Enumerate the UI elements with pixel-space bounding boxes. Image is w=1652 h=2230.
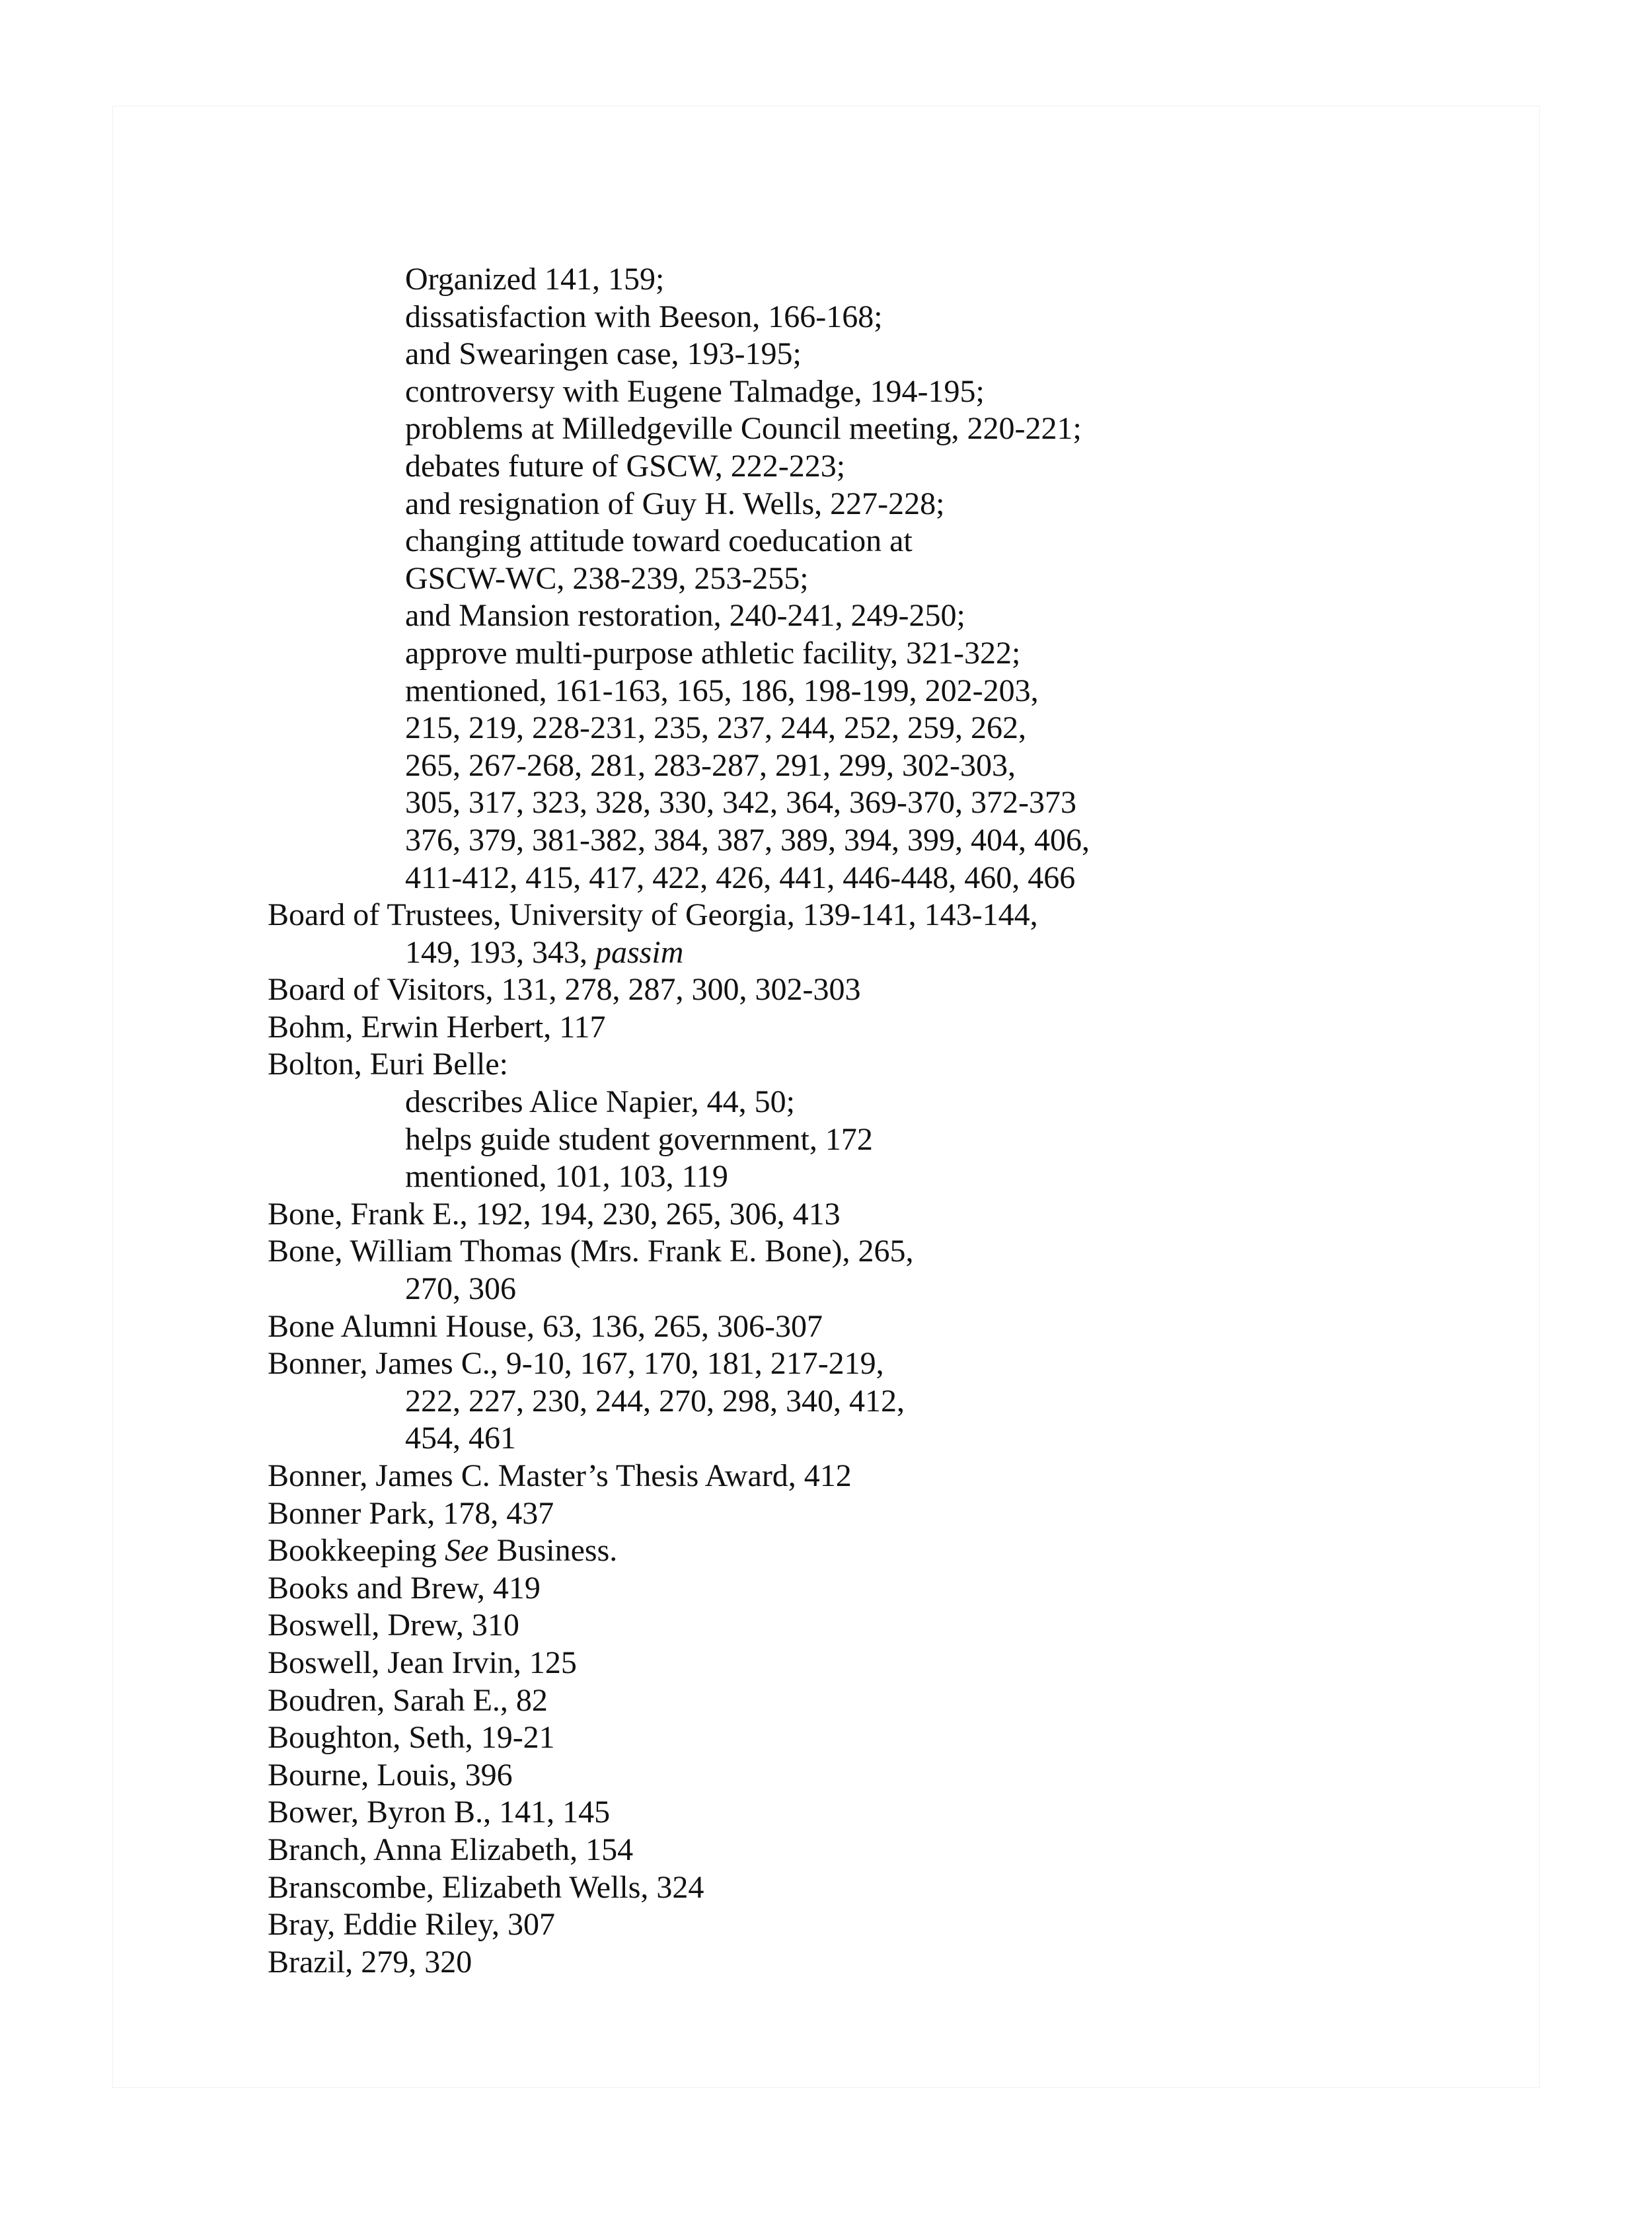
index-subentry: GSCW-WC, 238-239, 253-255; [405, 560, 809, 596]
index-subentry: Organized 141, 159; [405, 262, 665, 297]
index-entry: Bone, William Thomas (Mrs. Frank E. Bone), 265, [268, 1234, 914, 1269]
index-entry: Boswell, Jean Irvin, 125 [268, 1645, 577, 1680]
index-entry: Books and Brew, 419 [268, 1570, 541, 1606]
index-subentry: changing attitude toward coeducation at [405, 523, 913, 559]
index-subentry: mentioned, 101, 103, 119 [405, 1159, 728, 1195]
index-entry: Bonner, James C., 9-10, 167, 170, 181, 217-219, [268, 1346, 884, 1382]
index-entry: Boughton, Seth, 19-21 [268, 1720, 555, 1756]
index-entry-continuation: 454, 461 [405, 1421, 516, 1456]
index-entry: Bourne, Louis, 396 [268, 1757, 513, 1793]
index-subentry: 411-412, 415, 417, 422, 426, 441, 446-448, 460, 466 [405, 860, 1076, 895]
index-entry-continuation: 270, 306 [405, 1271, 516, 1307]
index-entry: Boudren, Sarah E., 82 [268, 1682, 548, 1718]
index-column [268, 261, 1457, 1981]
index-subentry: 215, 219, 228-231, 235, 237, 244, 252, 259, 262, [405, 710, 1026, 746]
index-subentry: 376, 379, 381-382, 384, 387, 389, 394, 399, 404, 406, [405, 822, 1090, 858]
index-entry: Board of Trustees, University of Georgia, 139-141, 143-144, [268, 897, 1038, 933]
index-subentry: dissatisfaction with Beeson, 166-168; [405, 299, 883, 334]
index-entry: Bohm, Erwin Herbert, 117 [268, 1009, 606, 1045]
index-subentry: helps guide student government, 172 [405, 1121, 873, 1157]
index-subentry: debates future of GSCW, 222-223; [405, 448, 846, 484]
index-entry: Bray, Eddie Riley, 307 [268, 1907, 556, 1943]
index-entry: Bolton, Euri Belle: [268, 1047, 508, 1082]
index-entry: Branscombe, Elizabeth Wells, 324 [268, 1869, 704, 1905]
index-subentry: 305, 317, 323, 328, 330, 342, 364, 369-370, 372-373 [405, 785, 1076, 821]
index-subentry: 265, 267-268, 281, 283-287, 291, 299, 302-303, [405, 747, 1016, 783]
index-entry: Bone Alumni House, 63, 136, 265, 306-307 [268, 1308, 823, 1344]
index-entry-continuation: 222, 227, 230, 244, 270, 298, 340, 412, [405, 1383, 905, 1419]
index-entry: Bower, Byron B., 141, 145 [268, 1795, 611, 1830]
index-entry: Board of Visitors, 131, 278, 287, 300, 302-303 [268, 972, 861, 1008]
index-entry: Bonner Park, 178, 437 [268, 1495, 554, 1531]
index-subentry: problems at Milledgeville Council meeting, 220-221; [405, 411, 1082, 447]
index-entry: Branch, Anna Elizabeth, 154 [268, 1832, 634, 1867]
index-subentry: and Mansion restoration, 240-241, 249-250; [405, 598, 965, 634]
see-reference: See [444, 1533, 489, 1569]
index-entry: Bonner, James C. Master’s Thesis Award, 412 [268, 1458, 852, 1493]
index-entry: Bookkeeping See Business. [268, 1533, 618, 1569]
index-subentry: approve multi-purpose athletic facility, 321-322; [405, 635, 1021, 671]
index-subentry: and Swearingen case, 193-195; [405, 336, 802, 372]
index-entry: Brazil, 279, 320 [268, 1944, 472, 1980]
index-entry: Boswell, Drew, 310 [268, 1608, 519, 1643]
index-subentry: controversy with Eugene Talmadge, 194-195; [405, 373, 985, 409]
index-subentry: describes Alice Napier, 44, 50; [405, 1084, 795, 1120]
passim-note: passim [595, 934, 684, 970]
index-subentry: mentioned, 161-163, 165, 186, 198-199, 202-203, [405, 673, 1039, 708]
index-entry-continuation: 149, 193, 343, passim [405, 934, 684, 970]
index-entry: Bone, Frank E., 192, 194, 230, 265, 306, 413 [268, 1196, 841, 1232]
index-subentry: and resignation of Guy H. Wells, 227-228; [405, 486, 945, 521]
